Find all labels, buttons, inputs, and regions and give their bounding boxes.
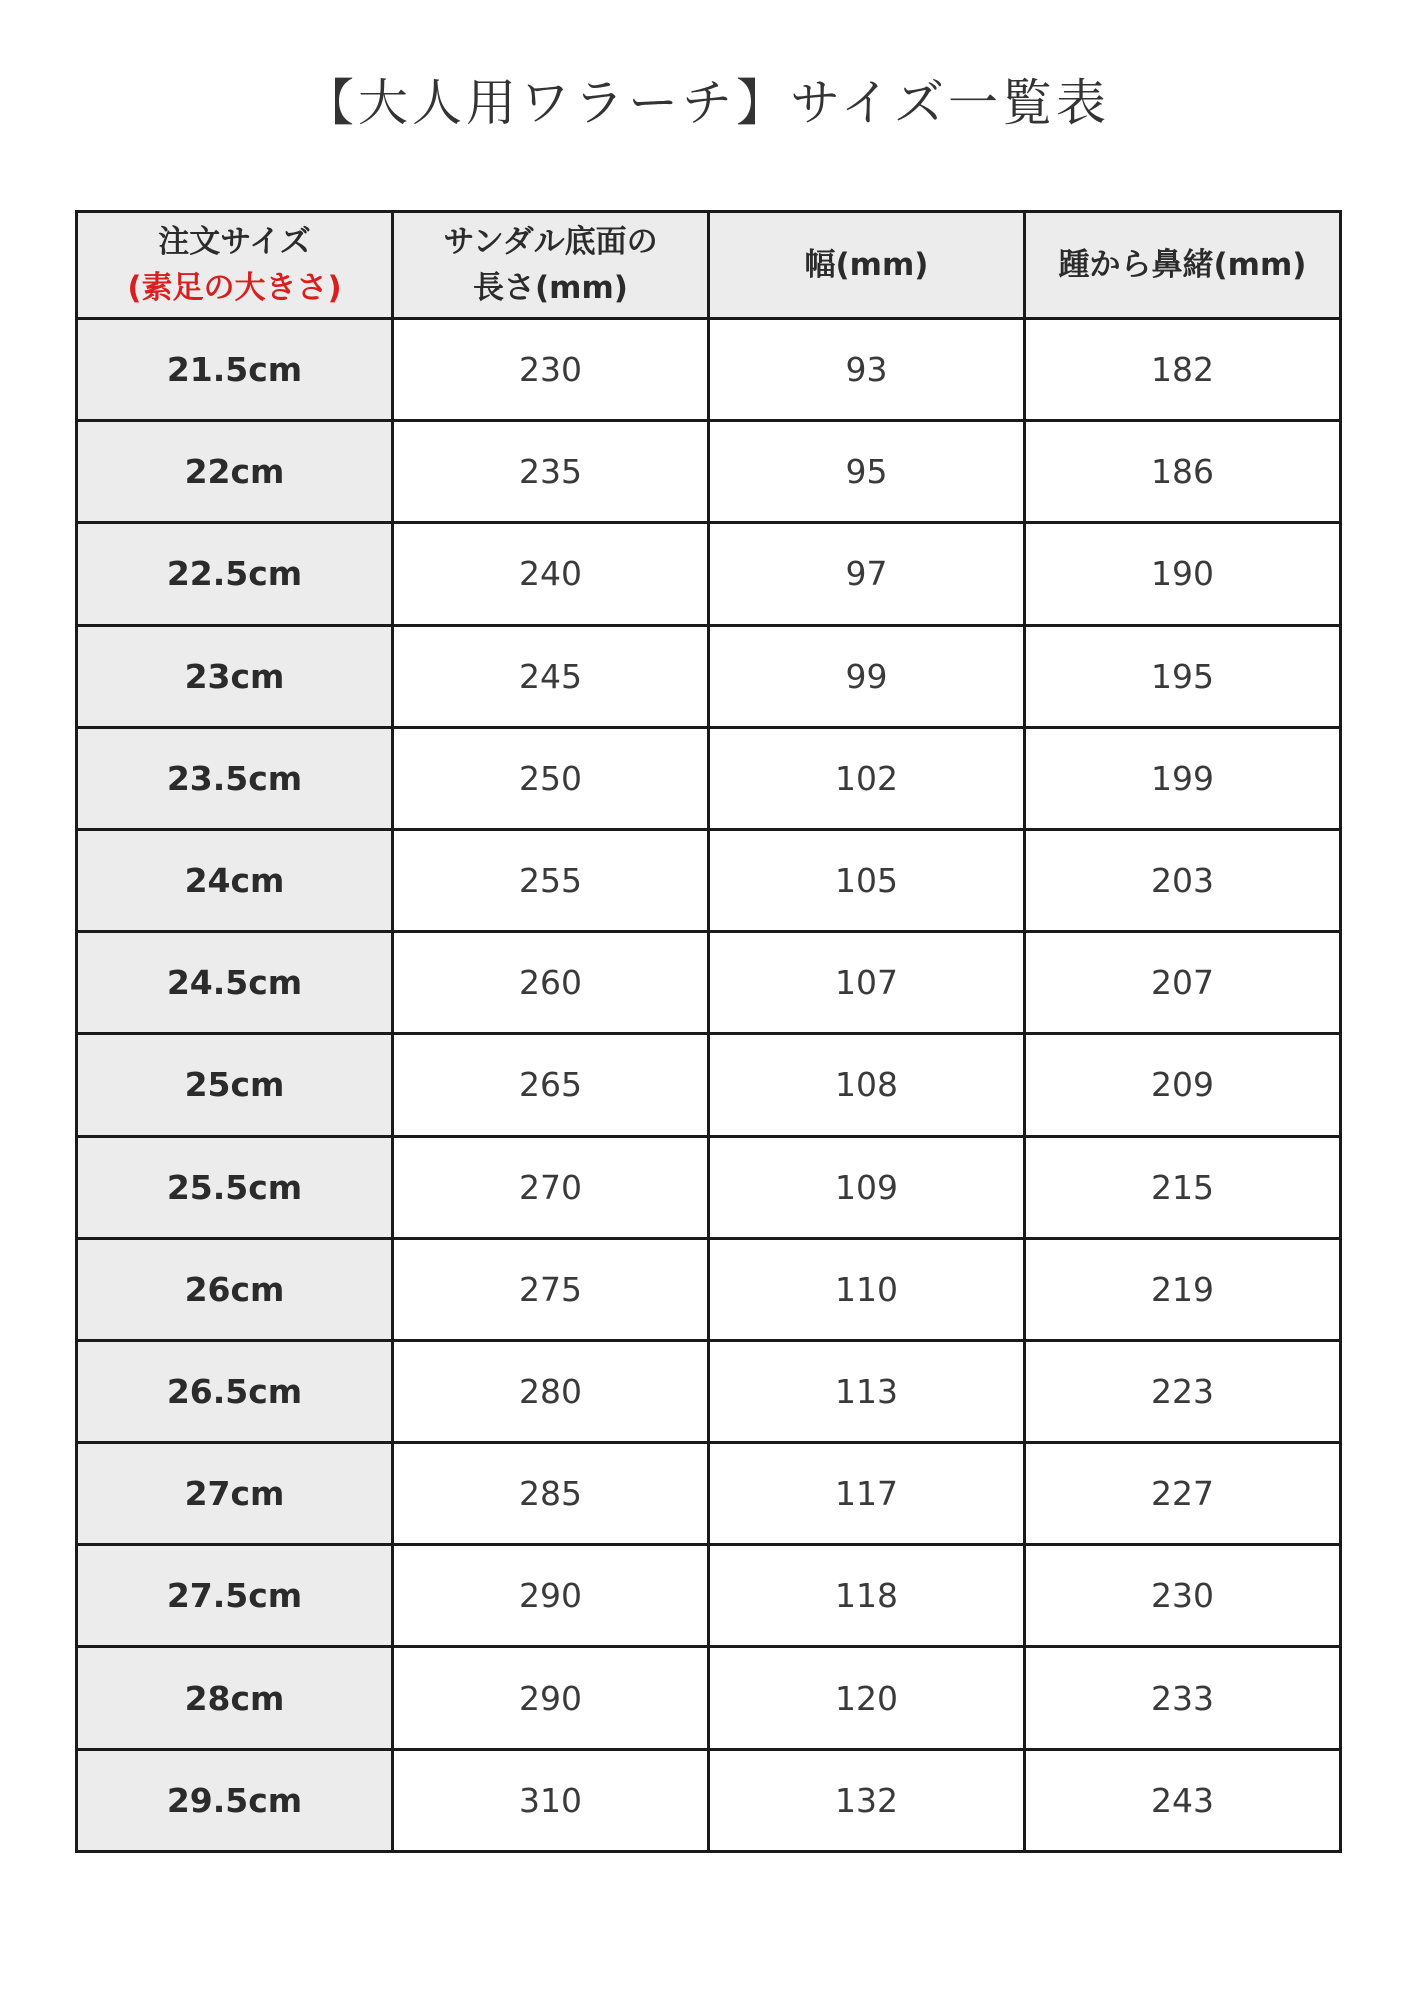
size-cell: 28cm <box>77 1647 393 1749</box>
table-row <box>77 319 1341 421</box>
size-cell: 27.5cm <box>77 1545 393 1647</box>
sole-length-cell: 275 <box>393 1238 709 1340</box>
header-sole-length <box>393 212 709 319</box>
size-cell: 26cm <box>77 1238 393 1340</box>
heel-to-strap-cell: 219 <box>1025 1238 1341 1340</box>
size-cell: 25.5cm <box>77 1136 393 1238</box>
sole-length-cell: 290 <box>393 1647 709 1749</box>
table-row <box>77 523 1341 625</box>
heel-to-strap-cell: 243 <box>1025 1749 1341 1851</box>
table-row <box>77 829 1341 931</box>
width-cell: 95 <box>709 421 1025 523</box>
heel-to-strap-cell: 182 <box>1025 319 1341 421</box>
heel-to-strap-cell: 203 <box>1025 829 1341 931</box>
heel-to-strap-cell: 233 <box>1025 1647 1341 1749</box>
sole-length-cell: 270 <box>393 1136 709 1238</box>
width-cell: 120 <box>709 1647 1025 1749</box>
sole-length-cell: 250 <box>393 727 709 829</box>
heel-to-strap-cell: 199 <box>1025 727 1341 829</box>
table-row <box>77 1443 1341 1545</box>
table-row <box>77 1034 1341 1136</box>
table-row <box>77 1545 1341 1647</box>
width-cell: 132 <box>709 1749 1025 1851</box>
heel-to-strap-cell: 190 <box>1025 523 1341 625</box>
sole-length-cell: 245 <box>393 625 709 727</box>
size-cell: 21.5cm <box>77 319 393 421</box>
sole-length-cell: 290 <box>393 1545 709 1647</box>
width-cell: 105 <box>709 829 1025 931</box>
size-cell: 23cm <box>77 625 393 727</box>
table-row <box>77 421 1341 523</box>
size-cell: 24cm <box>77 829 393 931</box>
sole-length-cell: 255 <box>393 829 709 931</box>
size-cell: 29.5cm <box>77 1749 393 1851</box>
width-cell: 107 <box>709 932 1025 1034</box>
sole-length-cell: 280 <box>393 1340 709 1442</box>
width-cell: 102 <box>709 727 1025 829</box>
sole-length-cell: 265 <box>393 1034 709 1136</box>
table-row <box>77 1340 1341 1442</box>
table-row <box>77 932 1341 1034</box>
table-row <box>77 1238 1341 1340</box>
width-cell: 108 <box>709 1034 1025 1136</box>
heel-to-strap-cell: 207 <box>1025 932 1341 1034</box>
size-cell: 27cm <box>77 1443 393 1545</box>
table-body <box>77 319 1341 1852</box>
size-cell: 25cm <box>77 1034 393 1136</box>
table-row <box>77 625 1341 727</box>
size-table <box>75 210 1342 1853</box>
heel-to-strap-cell: 230 <box>1025 1545 1341 1647</box>
header-sole-length-line1: サンダル底面の <box>443 224 658 260</box>
heel-to-strap-cell: 195 <box>1025 625 1341 727</box>
width-cell: 109 <box>709 1136 1025 1238</box>
page-title: 【大人用ワラーチ】サイズ一覧表 <box>304 74 1110 132</box>
heel-to-strap-cell: 209 <box>1025 1034 1341 1136</box>
table-row <box>77 727 1341 829</box>
sole-length-cell: 285 <box>393 1443 709 1545</box>
heel-to-strap-cell: 186 <box>1025 421 1341 523</box>
table-row <box>77 1647 1341 1749</box>
header-width: 幅(mm) <box>709 212 1025 319</box>
size-cell: 26.5cm <box>77 1340 393 1442</box>
size-cell: 22cm <box>77 421 393 523</box>
width-cell: 97 <box>709 523 1025 625</box>
header-row <box>77 212 1341 319</box>
width-cell: 110 <box>709 1238 1025 1340</box>
heel-to-strap-cell: 227 <box>1025 1443 1341 1545</box>
width-cell: 118 <box>709 1545 1025 1647</box>
sole-length-cell: 260 <box>393 932 709 1034</box>
width-cell: 93 <box>709 319 1025 421</box>
size-cell: 22.5cm <box>77 523 393 625</box>
table-header <box>77 212 1341 319</box>
width-cell: 117 <box>709 1443 1025 1545</box>
sole-length-cell: 235 <box>393 421 709 523</box>
heel-to-strap-cell: 223 <box>1025 1340 1341 1442</box>
size-cell: 23.5cm <box>77 727 393 829</box>
sole-length-cell: 230 <box>393 319 709 421</box>
sole-length-cell: 310 <box>393 1749 709 1851</box>
header-sole-length-line2: 長さ(mm) <box>473 270 628 306</box>
table-row <box>77 1749 1341 1851</box>
sole-length-cell: 240 <box>393 523 709 625</box>
size-cell: 24.5cm <box>77 932 393 1034</box>
heel-to-strap-cell: 215 <box>1025 1136 1341 1238</box>
header-order-size-label: 注文サイズ <box>158 224 311 260</box>
header-order-size <box>77 212 393 319</box>
width-cell: 99 <box>709 625 1025 727</box>
header-order-size-note: (素足の大きさ) <box>127 270 342 306</box>
width-cell: 113 <box>709 1340 1025 1442</box>
table-row <box>77 1136 1341 1238</box>
header-heel-to-strap: 踵から鼻緒(mm) <box>1025 212 1341 319</box>
